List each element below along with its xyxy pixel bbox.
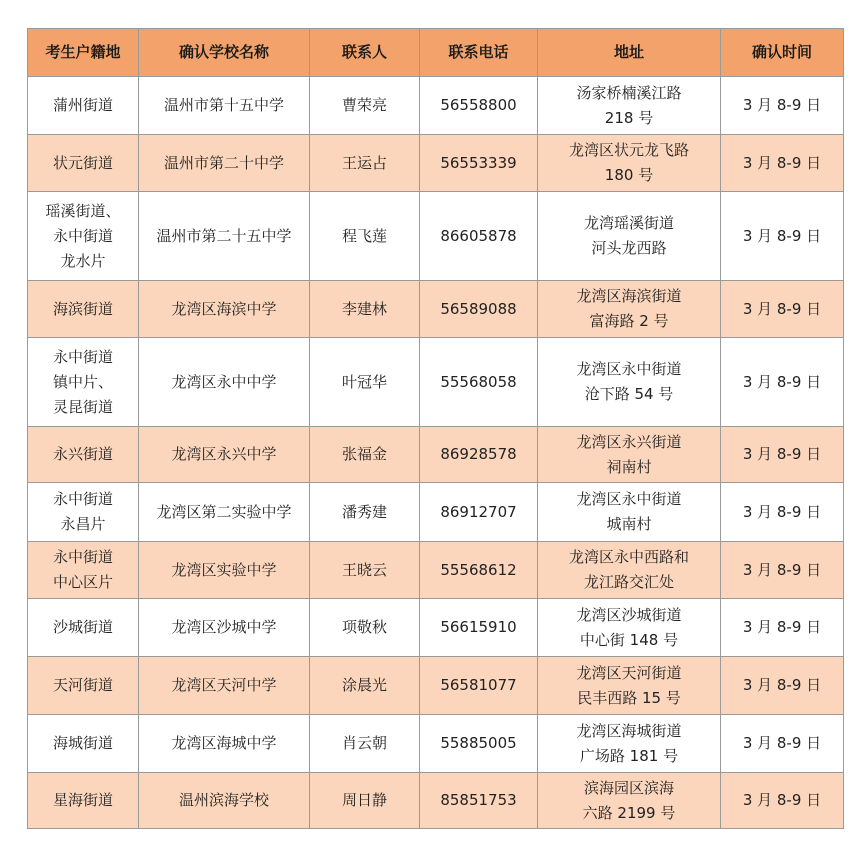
cell-address <box>538 135 721 192</box>
cell-address-line: 祠南村 <box>606 457 652 476</box>
cell-district-line: 永兴街道 <box>52 445 113 463</box>
cell-contact: 程飞莲 <box>310 192 420 281</box>
cell-address <box>538 599 721 657</box>
cell-contact: 肖云朝 <box>310 715 420 773</box>
cell-address-line: 广场路 181 号 <box>579 746 679 765</box>
cell-district-line: 龙水片 <box>60 251 106 270</box>
cell-address-line: 龙湾区永中街道 <box>576 360 682 378</box>
cell-contact: 王运占 <box>310 135 420 192</box>
cell-phone: 86928578 <box>420 427 538 483</box>
cell-district-line: 永中街道 <box>52 226 113 245</box>
cell-district-line: 永中街道 <box>52 548 113 566</box>
cell-time: 3 月 8-9 日 <box>721 483 844 542</box>
cell-district-line: 镇中片、 <box>52 372 113 391</box>
cell-district <box>28 135 139 192</box>
cell-address-line: 中心街 148 号 <box>579 630 679 649</box>
cell-address <box>538 281 721 338</box>
cell-address-line: 龙湾区永兴街道 <box>576 432 682 451</box>
cell-district <box>28 281 139 338</box>
cell-school: 温州市第二十中学 <box>139 135 310 192</box>
table-row <box>28 599 844 657</box>
cell-school: 龙湾区永兴中学 <box>139 427 310 483</box>
cell-address-line: 城南村 <box>606 515 652 533</box>
cell-school: 温州滨海学校 <box>139 773 310 829</box>
cell-district-line: 永中街道 <box>52 347 113 366</box>
cell-phone: 85851753 <box>420 773 538 829</box>
cell-address <box>538 657 721 715</box>
cell-school: 龙湾区第二实验中学 <box>139 483 310 542</box>
cell-district <box>28 715 139 773</box>
cell-time: 3 月 8-9 日 <box>721 427 844 483</box>
cell-address-line: 龙江路交汇处 <box>583 573 674 591</box>
cell-address-line: 龙湾区海城街道 <box>576 721 682 740</box>
header-time: 确认时间 <box>721 29 844 77</box>
cell-school: 温州市第十五中学 <box>139 77 310 135</box>
cell-address <box>538 77 721 135</box>
cell-time: 3 月 8-9 日 <box>721 77 844 135</box>
cell-time: 3 月 8-9 日 <box>721 135 844 192</box>
cell-time: 3 月 8-9 日 <box>721 192 844 281</box>
cell-address <box>538 715 721 773</box>
cell-district <box>28 599 139 657</box>
cell-address-line: 民丰西路 15 号 <box>577 688 681 707</box>
table-header-row <box>28 29 844 77</box>
table-row <box>28 192 844 281</box>
cell-address-line: 汤家桥楠溪江路 <box>576 83 682 102</box>
cell-district <box>28 773 139 829</box>
table-row <box>28 338 844 427</box>
cell-phone: 56581077 <box>420 657 538 715</box>
cell-phone: 56553339 <box>420 135 538 192</box>
cell-contact: 王晓云 <box>310 542 420 599</box>
cell-time: 3 月 8-9 日 <box>721 542 844 599</box>
header-address: 地址 <box>538 29 721 77</box>
cell-address-line: 沧下路 54 号 <box>584 385 674 403</box>
cell-address <box>538 542 721 599</box>
cell-phone: 86605878 <box>420 192 538 281</box>
cell-phone: 86912707 <box>420 483 538 542</box>
cell-district-line: 永昌片 <box>60 515 106 533</box>
cell-phone: 56558800 <box>420 77 538 135</box>
cell-phone: 55568612 <box>420 542 538 599</box>
table-row <box>28 542 844 599</box>
cell-district <box>28 192 139 281</box>
cell-district-line: 灵昆街道 <box>52 397 113 416</box>
cell-contact: 李建林 <box>310 281 420 338</box>
table-row <box>28 657 844 715</box>
cell-district <box>28 657 139 715</box>
cell-contact: 项敬秋 <box>310 599 420 657</box>
cell-address-line: 龙湾区永中街道 <box>576 490 682 508</box>
cell-address-line: 龙湾区沙城街道 <box>576 605 682 624</box>
header-district: 考生户籍地 <box>28 29 139 77</box>
school-confirmation-table-container <box>27 28 843 829</box>
cell-address-line: 龙湾区状元龙飞路 <box>568 141 689 159</box>
cell-contact: 潘秀建 <box>310 483 420 542</box>
cell-address-line: 富海路 2 号 <box>589 312 669 330</box>
cell-address-line: 218 号 <box>604 108 654 127</box>
cell-district <box>28 542 139 599</box>
cell-address-line: 滨海园区滨海 <box>583 778 674 797</box>
cell-district-line: 沙城街道 <box>52 618 113 636</box>
cell-district <box>28 483 139 542</box>
cell-district-line: 海城街道 <box>52 734 113 752</box>
cell-district-line: 天河街道 <box>52 676 113 694</box>
cell-school: 龙湾区实验中学 <box>139 542 310 599</box>
cell-address <box>538 192 721 281</box>
cell-phone: 55885005 <box>420 715 538 773</box>
cell-school: 龙湾区永中中学 <box>139 338 310 427</box>
cell-time: 3 月 8-9 日 <box>721 773 844 829</box>
header-phone: 联系电话 <box>420 29 538 77</box>
cell-address <box>538 773 721 829</box>
cell-address-line: 龙湾区天河街道 <box>576 663 682 682</box>
cell-contact: 张福金 <box>310 427 420 483</box>
table-row <box>28 483 844 542</box>
cell-district-line: 蒲州街道 <box>52 96 113 114</box>
header-contact: 联系人 <box>310 29 420 77</box>
cell-address-line: 180 号 <box>604 166 654 184</box>
cell-contact: 周日静 <box>310 773 420 829</box>
cell-school: 龙湾区沙城中学 <box>139 599 310 657</box>
cell-school: 龙湾区天河中学 <box>139 657 310 715</box>
cell-district-line: 星海街道 <box>52 791 113 809</box>
cell-district-line: 中心区片 <box>52 573 113 591</box>
table-body <box>28 77 844 829</box>
cell-district <box>28 427 139 483</box>
cell-district-line: 永中街道 <box>52 490 113 508</box>
cell-time: 3 月 8-9 日 <box>721 599 844 657</box>
header-school: 确认学校名称 <box>139 29 310 77</box>
cell-phone: 56589088 <box>420 281 538 338</box>
cell-school: 龙湾区海滨中学 <box>139 281 310 338</box>
cell-address-line: 河头龙西路 <box>591 239 667 257</box>
cell-address-line: 龙湾区永中西路和 <box>568 548 689 566</box>
cell-contact: 涂晨光 <box>310 657 420 715</box>
cell-address <box>538 483 721 542</box>
table-row <box>28 135 844 192</box>
cell-phone: 55568058 <box>420 338 538 427</box>
cell-school: 温州市第二十五中学 <box>139 192 310 281</box>
cell-time: 3 月 8-9 日 <box>721 338 844 427</box>
cell-time: 3 月 8-9 日 <box>721 715 844 773</box>
table-row <box>28 715 844 773</box>
table-row <box>28 77 844 135</box>
school-confirmation-table <box>27 28 844 829</box>
cell-phone: 56615910 <box>420 599 538 657</box>
cell-address-line: 龙湾瑶溪街道 <box>583 214 674 232</box>
cell-district <box>28 338 139 427</box>
cell-district-line: 状元街道 <box>52 153 113 172</box>
cell-time: 3 月 8-9 日 <box>721 281 844 338</box>
cell-district-line: 瑶溪街道、 <box>45 201 121 220</box>
table-row <box>28 773 844 829</box>
table-row <box>28 427 844 483</box>
cell-district-line: 海滨街道 <box>52 299 113 318</box>
cell-address-line: 六路 2199 号 <box>582 803 676 822</box>
cell-contact: 叶冠华 <box>310 338 420 427</box>
table-row <box>28 281 844 338</box>
cell-address-line: 龙湾区海滨街道 <box>576 287 682 305</box>
cell-school: 龙湾区海城中学 <box>139 715 310 773</box>
cell-address <box>538 427 721 483</box>
cell-contact: 曹荣亮 <box>310 77 420 135</box>
cell-address <box>538 338 721 427</box>
cell-district <box>28 77 139 135</box>
cell-time: 3 月 8-9 日 <box>721 657 844 715</box>
